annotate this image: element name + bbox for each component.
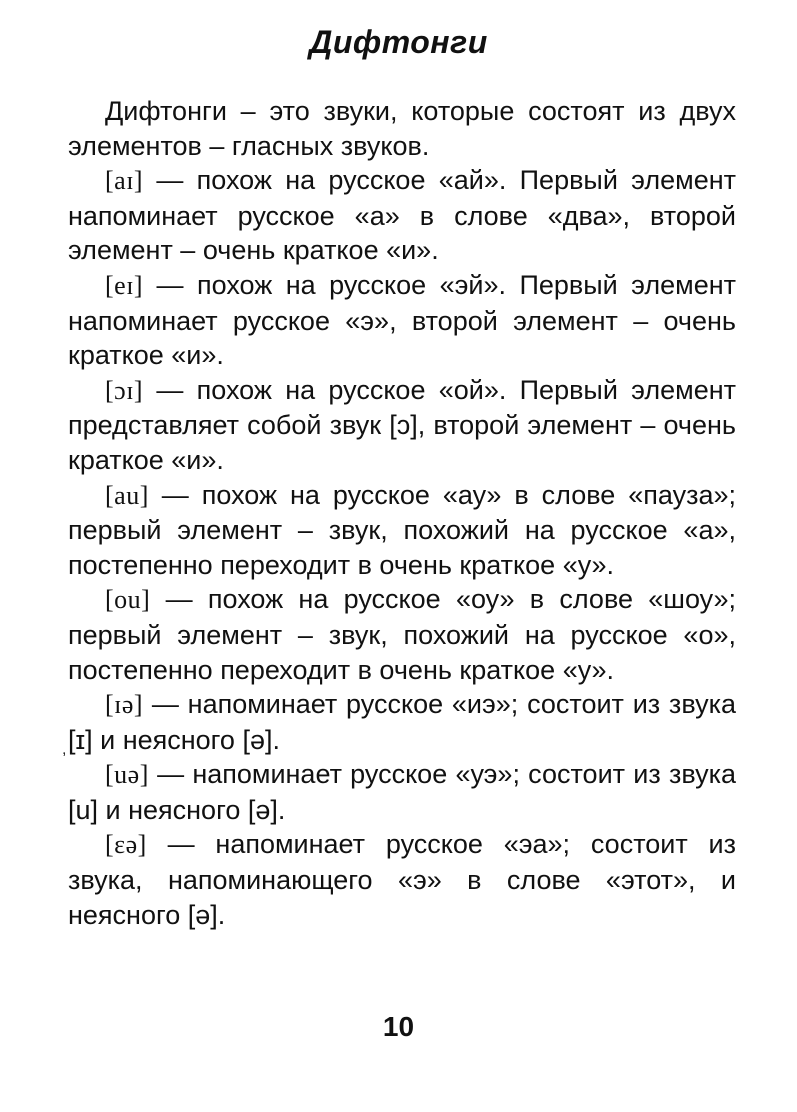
ipa-transcription: [ou] — [105, 585, 151, 615]
stray-print-mark: , — [62, 741, 67, 758]
diphthong-paragraph-ai — [68, 163, 736, 268]
diphthong-description: — напоминает русское «уэ»; состоит из звука [u] и неясного [ə]. — [68, 759, 736, 825]
diphthong-description: — напоминает русское «иэ»; состоит из звука [ɪ] и неясного [ə]. — [68, 689, 736, 755]
diphthong-paragraph-ie — [68, 687, 736, 757]
diphthong-description: — похож на русское «ау» в слове «пауза»; первый элемент – звук, похожий на русское «а», постепенно переходит в очень краткое «у». — [68, 479, 736, 580]
page-number: 10 — [382, 1011, 415, 1042]
ipa-transcription: [ɪə] — [105, 690, 144, 720]
ipa-transcription: [ɔɪ] — [105, 375, 144, 405]
article-body — [68, 94, 736, 932]
diphthong-description: — похож на русское «оу» в слове «шоу»; первый элемент – звук, похожий на русское «о», постепенно переходит в очень краткое «у». — [68, 584, 736, 685]
diphthong-paragraph-ei — [68, 268, 736, 373]
diphthong-paragraph-ou — [68, 582, 736, 687]
ipa-transcription: [ɛə] — [105, 830, 147, 860]
diphthong-description: — похож на русское «ой». Первый элемент представляет собой звук [ɔ], второй элемент – очень краткое «и». — [68, 374, 736, 475]
diphthong-paragraph-oi — [68, 373, 736, 478]
page-title: Дифтонги — [309, 24, 488, 60]
ipa-transcription: [aɪ] — [105, 166, 144, 196]
diphthong-description: — похож на русское «ай». Первый элемент напоминает русское «а» в слове «два», второй элемент – очень краткое «и». — [68, 165, 736, 266]
ipa-transcription: [eɪ] — [105, 270, 144, 300]
diphthong-paragraph-au — [68, 478, 736, 583]
ipa-transcription: [uə] — [105, 760, 149, 790]
diphthong-description: — напоминает русское «эа»; состоит из звука, напоминающего «э» в слове «этот», и неясного [ə]. — [68, 829, 736, 930]
diphthong-paragraph-ue — [68, 757, 736, 827]
diphthong-description: — похож на русское «эй». Первый элемент напоминает русское «э», второй элемент – очень краткое «и». — [68, 269, 736, 371]
diphthong-paragraph-ea — [68, 827, 736, 932]
intro-paragraph: Дифтонги – это звуки, которые состоят из двух элементов – гласных звуков. — [68, 96, 736, 161]
ipa-transcription: [au] — [105, 480, 149, 510]
